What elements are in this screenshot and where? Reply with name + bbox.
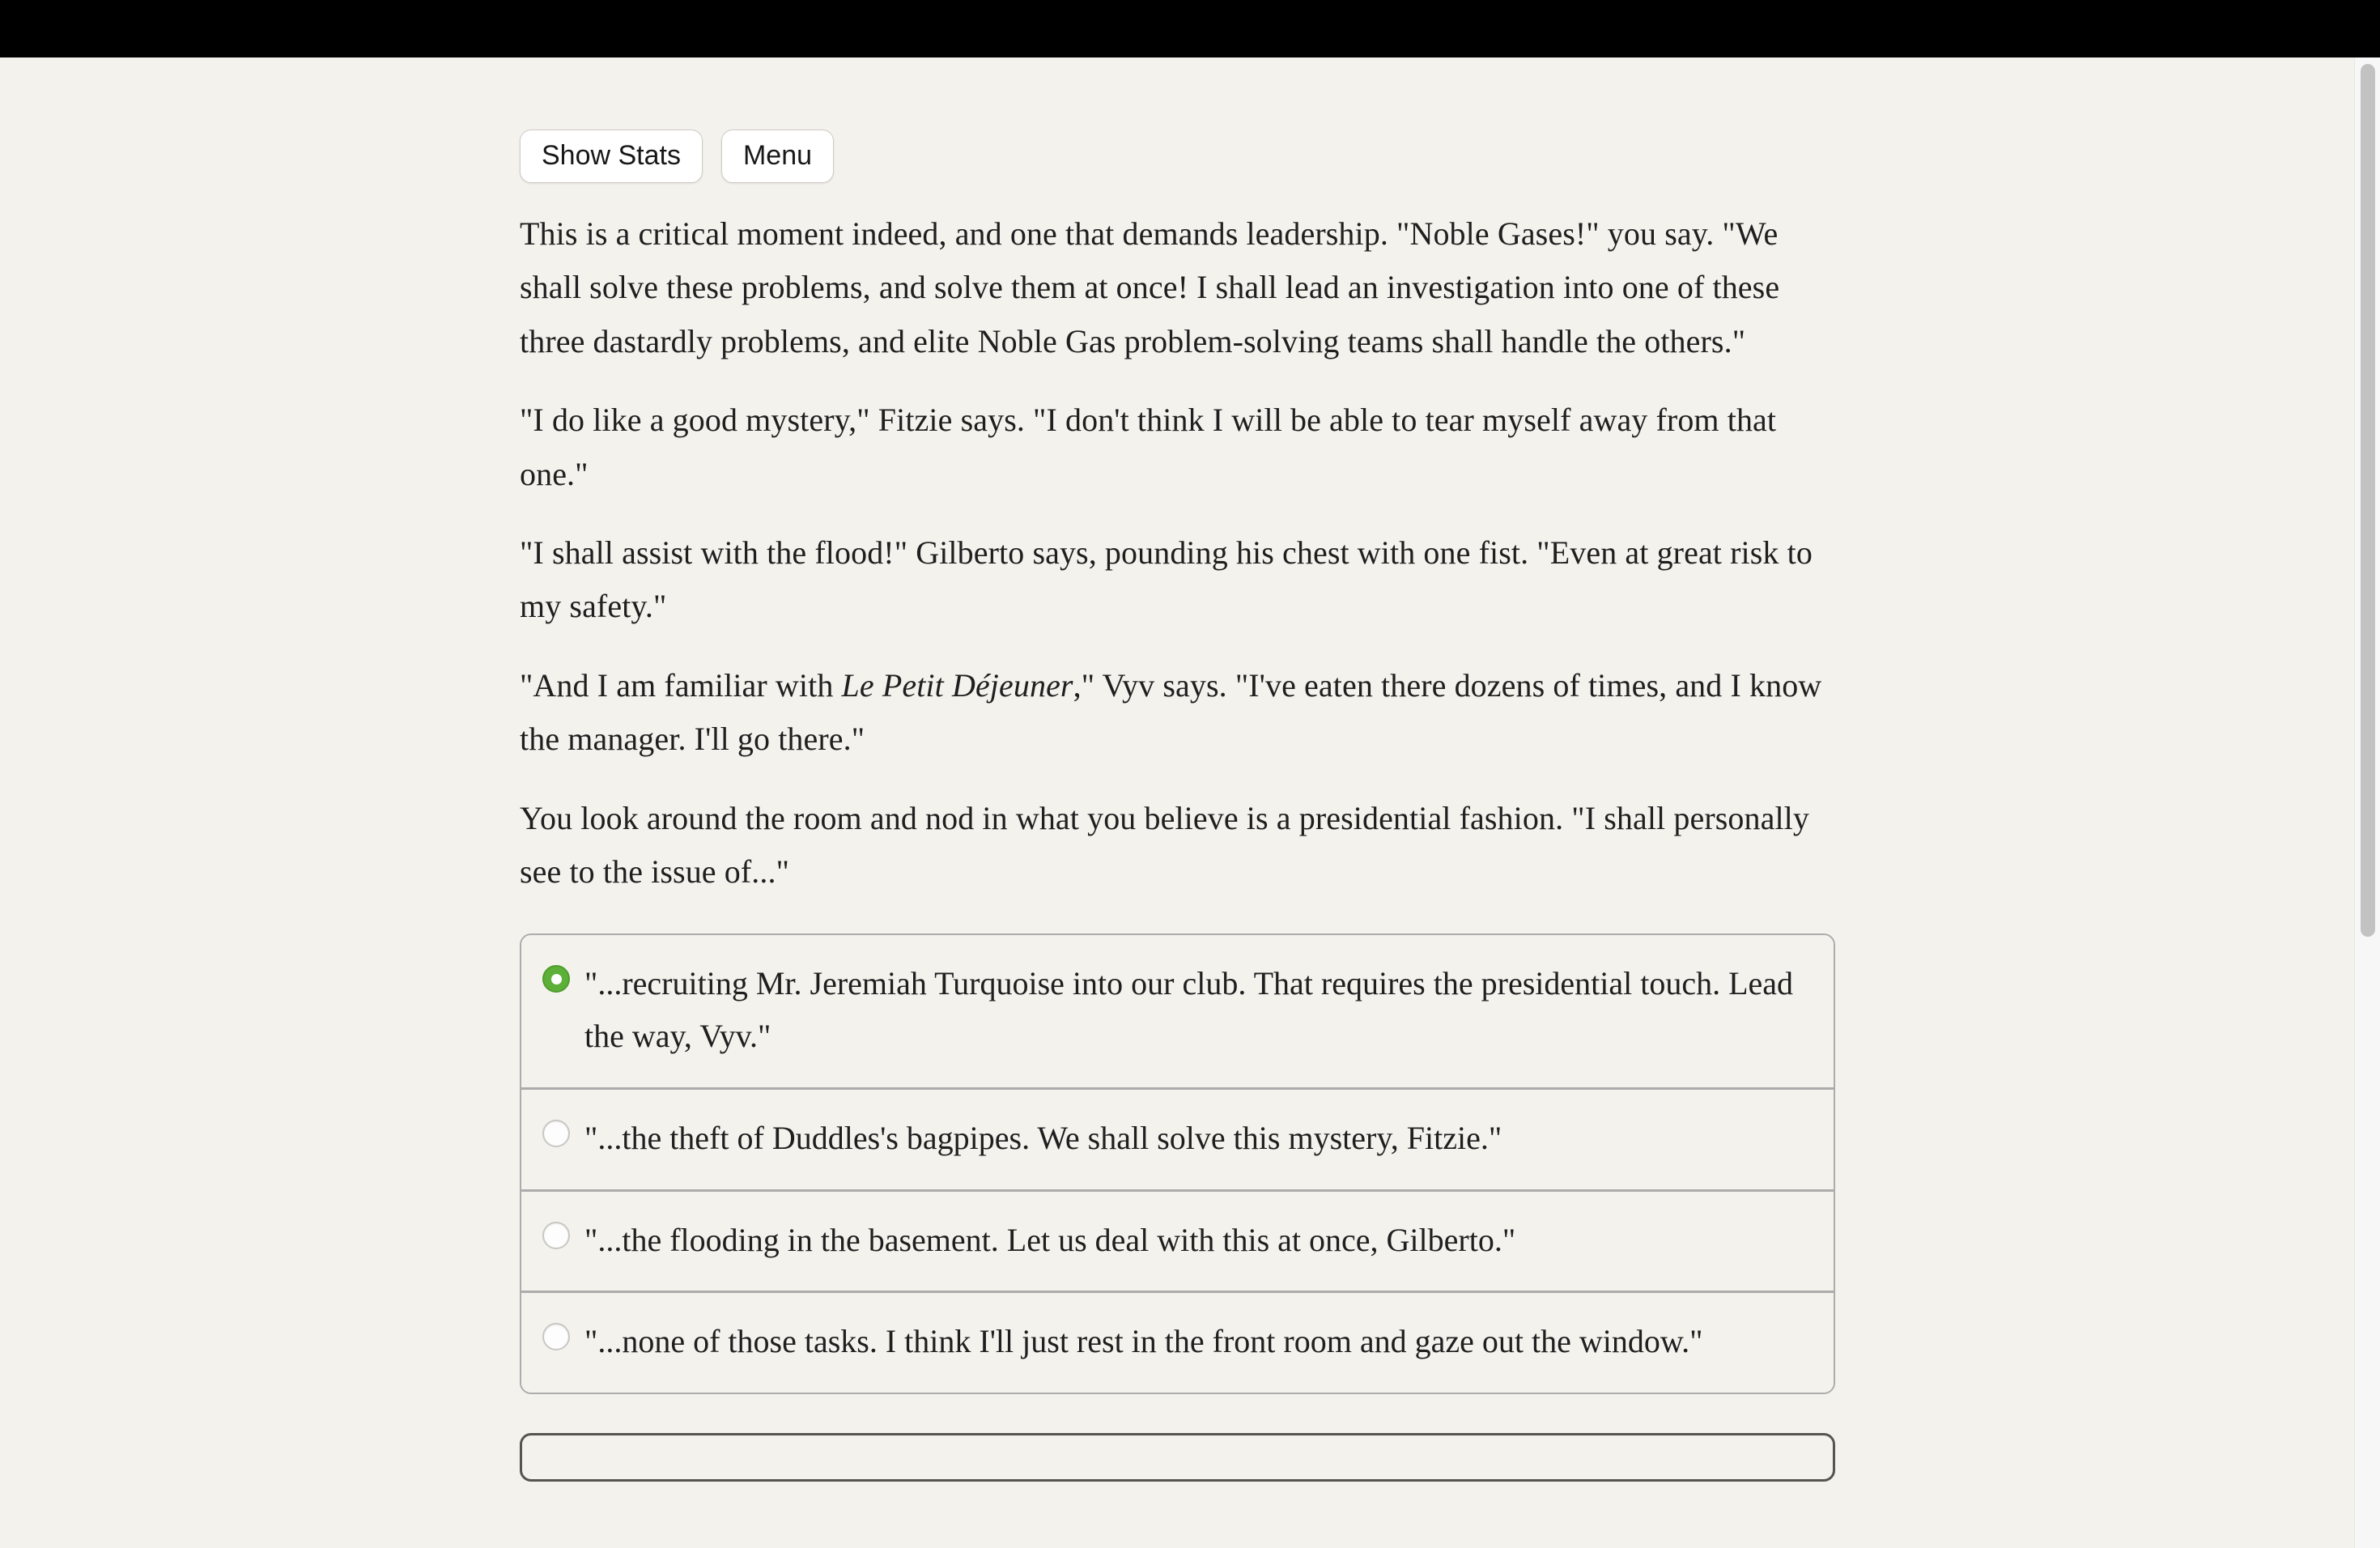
scrollbar-thumb[interactable] — [2361, 64, 2375, 937]
choice-option-1-label: "...recruiting Mr. Jeremiah Turquoise into our club. That requires the presidential touch. Lead the way, Vyv." — [584, 965, 1794, 1055]
radio-icon[interactable] — [542, 1120, 570, 1147]
radio-icon[interactable] — [542, 1222, 570, 1249]
choice-option-1[interactable] — [521, 935, 1834, 1087]
story-text — [520, 207, 1835, 899]
radio-icon-selected[interactable] — [542, 965, 570, 993]
choice-option-2[interactable] — [521, 1087, 1834, 1189]
story-page — [520, 57, 1835, 1482]
story-paragraph-4-before: "And I am familiar with — [520, 666, 842, 704]
choice-option-4-label: "...none of those tasks. I think I'll just rest in the front room and gaze out the window." — [584, 1323, 1703, 1360]
choice-option-3-label: "...the flooding in the basement. Let us deal with this at once, Gilberto." — [584, 1221, 1516, 1258]
choice-option-3[interactable] — [521, 1189, 1834, 1291]
page-viewport — [0, 57, 2354, 1548]
story-paragraph-4 — [520, 659, 1835, 767]
story-paragraph-2: "I do like a good mystery," Fitzie says. "I don't think I will be able to tear myself away from that one." — [520, 402, 1777, 492]
story-paragraph-5: You look around the room and nod in what you believe is a presidential fashion. "I shall personally see to the issue of..." — [520, 799, 1809, 890]
story-paragraph-1: This is a critical moment indeed, and one that demands leadership. "Noble Gases!" you say. "We shall solve these problems, and solve them at once! I shall lead an investigation into one of these three dastardly problems, and elite Noble Gas problem-solving teams shall handle the others." — [520, 215, 1780, 359]
next-action-panel[interactable] — [520, 1433, 1835, 1482]
page-scrollbar[interactable] — [2354, 57, 2380, 1548]
radio-icon[interactable] — [542, 1323, 570, 1350]
choice-option-2-label: "...the theft of Duddles's bagpipes. We shall solve this mystery, Fitzie." — [584, 1119, 1502, 1156]
toolbar — [520, 57, 1835, 183]
choice-list — [520, 933, 1835, 1394]
choice-option-4[interactable] — [521, 1291, 1834, 1393]
top-black-bar — [0, 0, 2380, 57]
menu-button[interactable]: Menu — [721, 130, 834, 183]
show-stats-button[interactable]: Show Stats — [520, 130, 703, 183]
story-paragraph-3: "I shall assist with the flood!" Gilberto says, pounding his chest with one fist. "Even at great risk to my safety." — [520, 534, 1813, 625]
story-paragraph-4-after: ," Vyv says. "I've eaten there dozens of times, and I know the manager. I'll go there." — [520, 666, 1822, 758]
restaurant-name: Le Petit Déjeuner — [841, 666, 1073, 704]
